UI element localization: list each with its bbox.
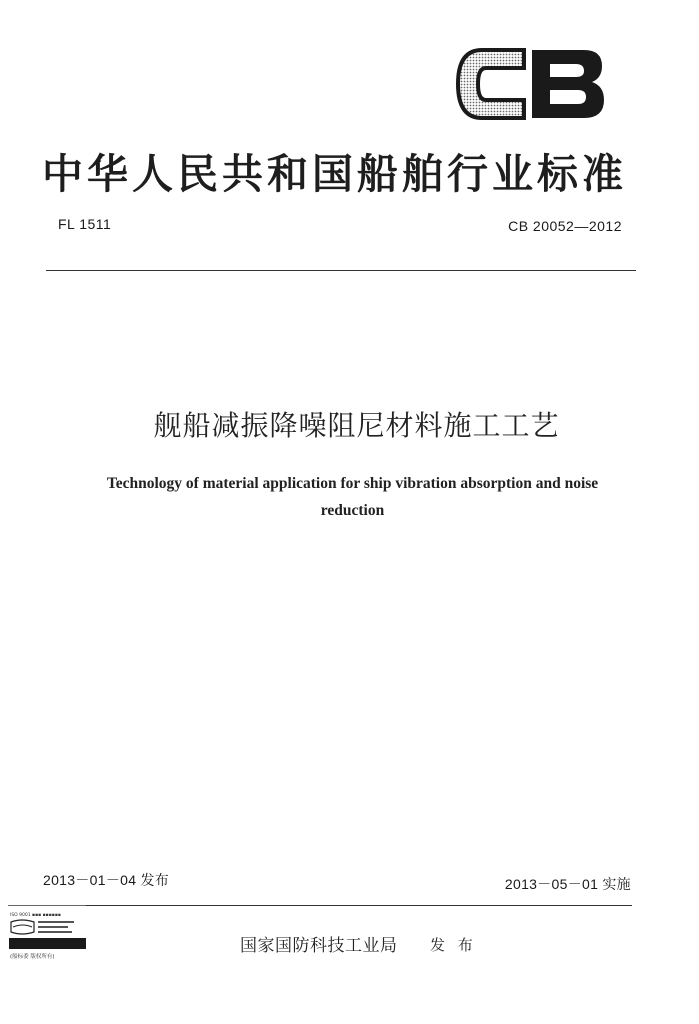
- cb-logo: [454, 44, 606, 124]
- footer-divider: [86, 905, 632, 906]
- document-title-en-line1: Technology of material application for ship vibration absorption and noise: [106, 475, 599, 492]
- issue-verb: 发 布: [430, 936, 477, 954]
- implementation-date: 2013－05－01 实施: [504, 876, 631, 892]
- header-divider: [46, 270, 636, 271]
- issue-date: 2013－01－04 发布: [43, 872, 170, 888]
- svg-text:ISO 9001 ▪▪▪ ▪▪▪▪▪▪: ISO 9001 ▪▪▪ ▪▪▪▪▪▪: [10, 913, 61, 918]
- document-title-en: [40, 470, 665, 524]
- document-title-cn: 舰船减振降噪阻尼材料施工工艺: [153, 409, 560, 442]
- publisher-stamp: [8, 908, 88, 960]
- standard-number: CB 20052—2012: [508, 218, 622, 234]
- document-title-en-line2: reduction: [320, 502, 385, 519]
- standard-title: 中华人民共和国船舶行业标准: [42, 150, 627, 198]
- issuing-authority: 国家国防科技工业局: [240, 936, 398, 956]
- classification-code: FL 1511: [58, 216, 112, 232]
- footer-divider-left: [8, 905, 86, 906]
- stamp-caption: (船标委 版权所有): [10, 954, 55, 960]
